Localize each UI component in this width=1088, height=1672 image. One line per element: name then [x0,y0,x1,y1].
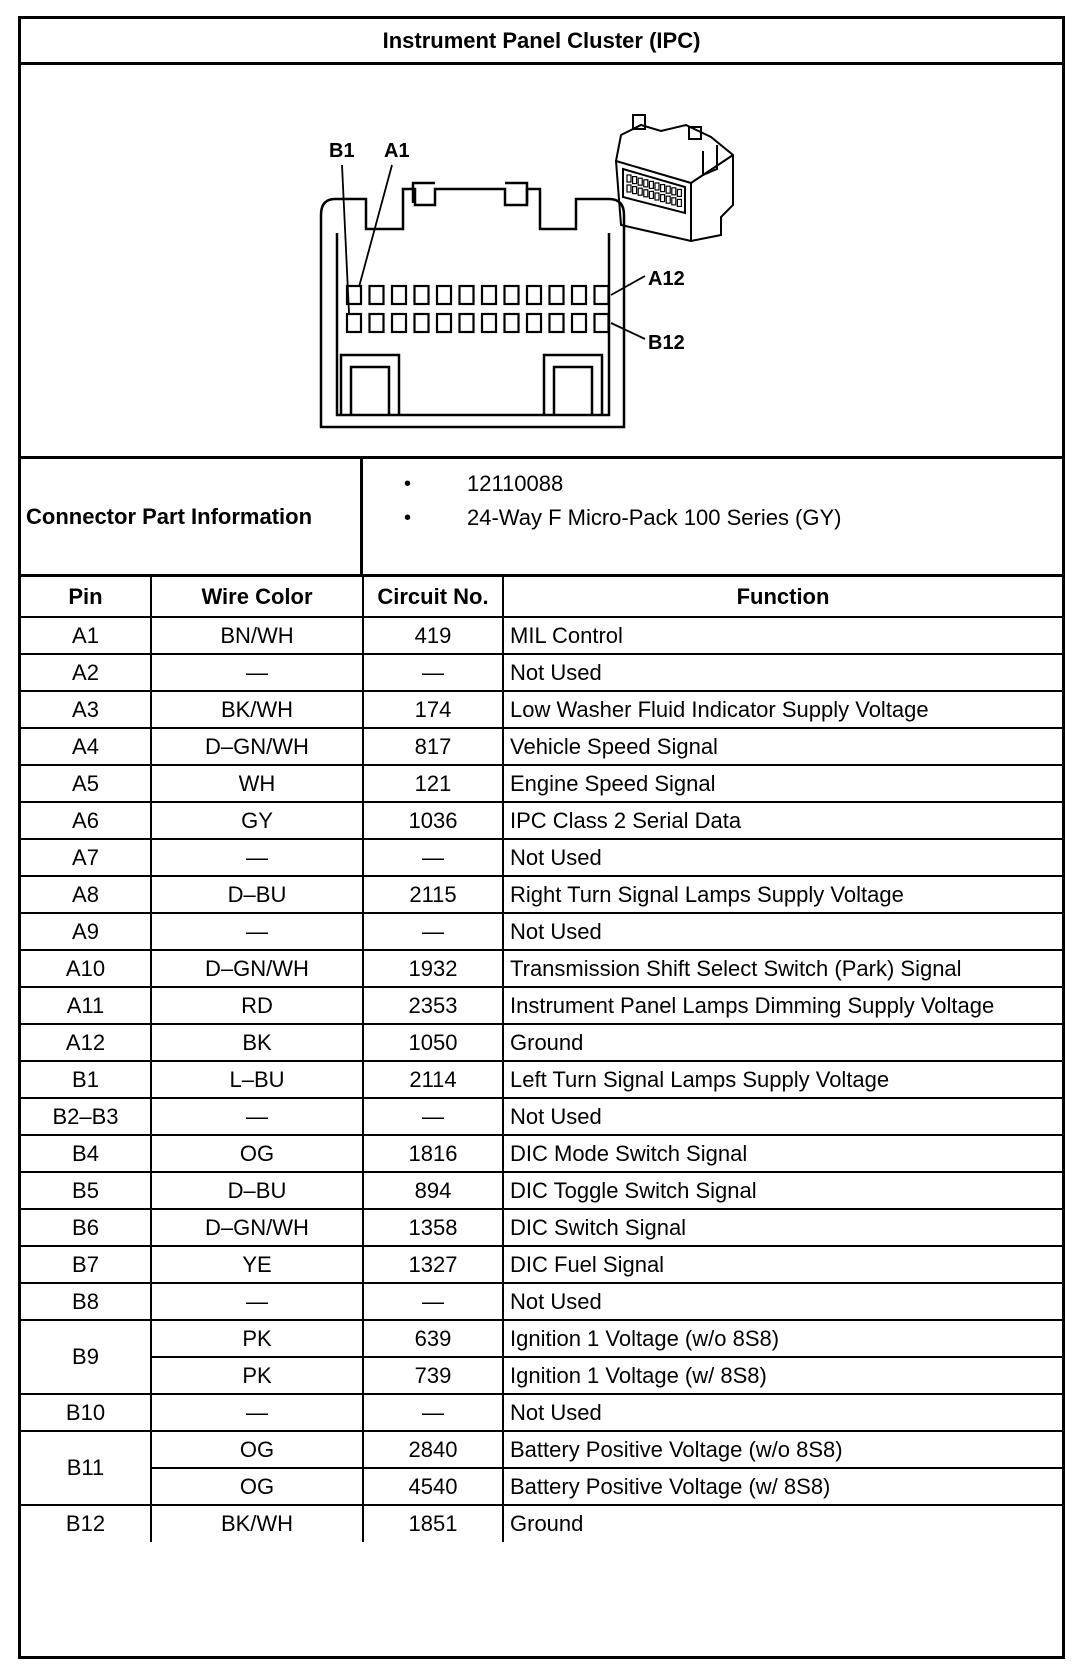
table-row [21,839,1062,876]
header-function: Function [503,577,1062,617]
pin-cavity [595,286,609,304]
function-cell: Not Used [503,1394,1062,1431]
pin-cell: A12 [21,1024,151,1061]
label-a12: A12 [648,268,685,290]
circuit-cell: — [363,913,503,950]
wire-color-cell: D–GN/WH [151,1209,363,1246]
circuit-cell: 2353 [363,987,503,1024]
mini-pin-cavity [672,188,676,195]
function-cell: Vehicle Speed Signal [503,728,1062,765]
pin-cell: B2–B3 [21,1098,151,1135]
wire-color-cell: OG [151,1135,363,1172]
wire-color-cell: — [151,1283,363,1320]
table-row [21,1209,1062,1246]
wire-color-cell: BK/WH [151,1505,363,1542]
mini-pin-cavity [644,190,648,197]
function-cell: DIC Switch Signal [503,1209,1062,1246]
table-row [21,1098,1062,1135]
pin-cell: A10 [21,950,151,987]
table-row [21,1024,1062,1061]
pin-cell: A5 [21,765,151,802]
pin-cavity [437,286,451,304]
header-wire-color: Wire Color [151,577,363,617]
pinout-table [21,577,1062,1542]
circuit-cell: 894 [363,1172,503,1209]
pin-cell: A6 [21,802,151,839]
function-cell: Left Turn Signal Lamps Supply Voltage [503,1061,1062,1098]
circuit-cell: — [363,654,503,691]
table-row [21,987,1062,1024]
mini-pin-cavity [627,185,631,192]
circuit-cell: 639 [363,1320,503,1357]
table-row [21,1172,1062,1209]
pin-cavity [482,314,496,332]
pin-cell: A1 [21,617,151,654]
table-row [21,1431,1062,1468]
circuit-cell: 1050 [363,1024,503,1061]
pin-cell: B6 [21,1209,151,1246]
function-cell: Not Used [503,1098,1062,1135]
wire-color-cell: L–BU [151,1061,363,1098]
circuit-cell: 2114 [363,1061,503,1098]
table-row [21,617,1062,654]
circuit-cell: 1358 [363,1209,503,1246]
wire-color-cell: GY [151,802,363,839]
pin-cavity [460,314,474,332]
function-cell: Instrument Panel Lamps Dimming Supply Voltage [503,987,1062,1024]
pin-cavity [370,286,384,304]
function-cell: Ignition 1 Voltage (w/ 8S8) [503,1357,1062,1394]
function-cell: Not Used [503,654,1062,691]
mini-pin-cavity [627,175,631,182]
circuit-cell: 174 [363,691,503,728]
pin-cell: B9 [21,1320,151,1394]
circuit-cell: 1851 [363,1505,503,1542]
circuit-cell: 2840 [363,1431,503,1468]
wire-color-cell: BN/WH [151,617,363,654]
mini-pin-cavity [677,189,681,196]
pin-cell: B5 [21,1172,151,1209]
connector-description: 24-Way F Micro-Pack 100 Series (GY) [467,505,842,530]
bullet-icon: • [403,507,411,529]
function-cell: DIC Mode Switch Signal [503,1135,1062,1172]
pin-cell: B11 [21,1431,151,1505]
function-cell: Battery Positive Voltage (w/ 8S8) [503,1468,1062,1505]
pin-cavity [527,286,541,304]
wire-color-cell: — [151,839,363,876]
pin-cell: A4 [21,728,151,765]
circuit-cell: 1816 [363,1135,503,1172]
label-b12: B12 [648,332,685,354]
function-cell: Right Turn Signal Lamps Supply Voltage [503,876,1062,913]
page-title: Instrument Panel Cluster (IPC) [21,19,1062,65]
pin-cavity [370,314,384,332]
circuit-cell: 419 [363,617,503,654]
pin-cell: B1 [21,1061,151,1098]
function-cell: Ground [503,1505,1062,1542]
circuit-cell: 2115 [363,876,503,913]
pin-cell: B4 [21,1135,151,1172]
table-header-row [21,577,1062,617]
pin-cell: B12 [21,1505,151,1542]
function-cell: Low Washer Fluid Indicator Supply Voltage [503,691,1062,728]
pin-cavity [550,286,564,304]
pin-cavity [527,314,541,332]
mini-pin-cavity [655,193,659,200]
circuit-cell: 1036 [363,802,503,839]
wire-color-cell: D–BU [151,1172,363,1209]
header-circuit-no: Circuit No. [363,577,503,617]
wire-color-cell: BK [151,1024,363,1061]
table-row [21,1357,1062,1394]
wire-color-cell: PK [151,1320,363,1357]
table-row [21,913,1062,950]
part-number: 12110088 [467,471,564,496]
function-cell: Not Used [503,839,1062,876]
pin-cavity [505,314,519,332]
wire-color-cell: OG [151,1468,363,1505]
wire-color-cell: — [151,654,363,691]
function-cell: Not Used [503,913,1062,950]
circuit-cell: — [363,1098,503,1135]
circuit-cell: — [363,839,503,876]
wire-color-cell: D–GN/WH [151,950,363,987]
pin-cavity [550,314,564,332]
pin-cell: B8 [21,1283,151,1320]
circuit-cell: 4540 [363,1468,503,1505]
wire-color-cell: YE [151,1246,363,1283]
mini-pin-cavity [661,185,665,192]
table-row [21,1061,1062,1098]
mini-pin-cavity [649,191,653,198]
mini-pin-cavity [677,199,681,206]
pin-cavity [595,314,609,332]
mini-pin-cavity [666,196,670,203]
wire-color-cell: — [151,1394,363,1431]
function-cell: Ground [503,1024,1062,1061]
table-row [21,950,1062,987]
wire-color-cell: OG [151,1431,363,1468]
mini-pin-cavity [638,188,642,195]
function-cell: IPC Class 2 Serial Data [503,802,1062,839]
label-b1: B1 [329,140,355,162]
pin-cell: A3 [21,691,151,728]
table-row [21,728,1062,765]
function-cell: Ignition 1 Voltage (w/o 8S8) [503,1320,1062,1357]
pin-cavity [460,286,474,304]
pin-cavity [392,286,406,304]
function-cell: DIC Fuel Signal [503,1246,1062,1283]
pin-cavity [482,286,496,304]
circuit-cell: 1327 [363,1246,503,1283]
wire-color-cell: BK/WH [151,691,363,728]
table-row [21,1246,1062,1283]
table-row [21,1505,1062,1542]
pin-cell: B7 [21,1246,151,1283]
table-row [21,654,1062,691]
circuit-cell: — [363,1394,503,1431]
wire-color-cell: PK [151,1357,363,1394]
mini-pin-cavity [633,187,637,194]
table-row [21,1468,1062,1505]
table-row [21,1283,1062,1320]
table-row [21,1135,1062,1172]
mini-pin-cavity [666,186,670,193]
connector-info-item [363,467,842,501]
pin-cell: A8 [21,876,151,913]
pin-cell: A9 [21,913,151,950]
table-row [21,765,1062,802]
table-row [21,876,1062,913]
label-a1: A1 [384,140,410,162]
function-cell: DIC Toggle Switch Signal [503,1172,1062,1209]
circuit-cell: 1932 [363,950,503,987]
pin-cavity [572,286,586,304]
wire-color-cell: — [151,913,363,950]
function-cell: MIL Control [503,617,1062,654]
pin-cavity [392,314,406,332]
wire-color-cell: WH [151,765,363,802]
table-row [21,1320,1062,1357]
mini-pin-cavity [672,198,676,205]
pin-cavity [415,286,429,304]
wire-color-cell: — [151,1098,363,1135]
function-cell: Not Used [503,1283,1062,1320]
pin-cell: A7 [21,839,151,876]
function-cell: Engine Speed Signal [503,765,1062,802]
connector-sheet [18,16,1065,1659]
wire-color-cell: RD [151,987,363,1024]
circuit-cell: 739 [363,1357,503,1394]
connector-info-item [363,501,842,535]
bullet-icon: • [403,473,411,495]
pin-cavity [572,314,586,332]
wire-color-cell: D–GN/WH [151,728,363,765]
pin-cell: A11 [21,987,151,1024]
connector-part-information [21,459,1062,577]
pin-cell: B10 [21,1394,151,1431]
mini-pin-cavity [661,195,665,202]
connector-diagram [21,65,1062,459]
pin-cavity [347,314,361,332]
connector-info-list [363,467,842,535]
connector-info-label: Connector Part Information [21,459,363,574]
table-row [21,1394,1062,1431]
wire-color-cell: D–BU [151,876,363,913]
mini-pin-cavity [649,181,653,188]
mini-pin-cavity [638,178,642,185]
circuit-cell: — [363,1283,503,1320]
header-pin: Pin [21,577,151,617]
pin-cavity [415,314,429,332]
function-cell: Transmission Shift Select Switch (Park) Signal [503,950,1062,987]
pin-cell: A2 [21,654,151,691]
function-cell: Battery Positive Voltage (w/o 8S8) [503,1431,1062,1468]
mini-pin-cavity [633,177,637,184]
pin-cavity [437,314,451,332]
circuit-cell: 817 [363,728,503,765]
table-row [21,802,1062,839]
circuit-cell: 121 [363,765,503,802]
mini-pin-cavity [644,180,648,187]
pin-cavity [505,286,519,304]
table-row [21,691,1062,728]
mini-pin-cavity [655,183,659,190]
connector-face-drawing [21,65,1062,459]
